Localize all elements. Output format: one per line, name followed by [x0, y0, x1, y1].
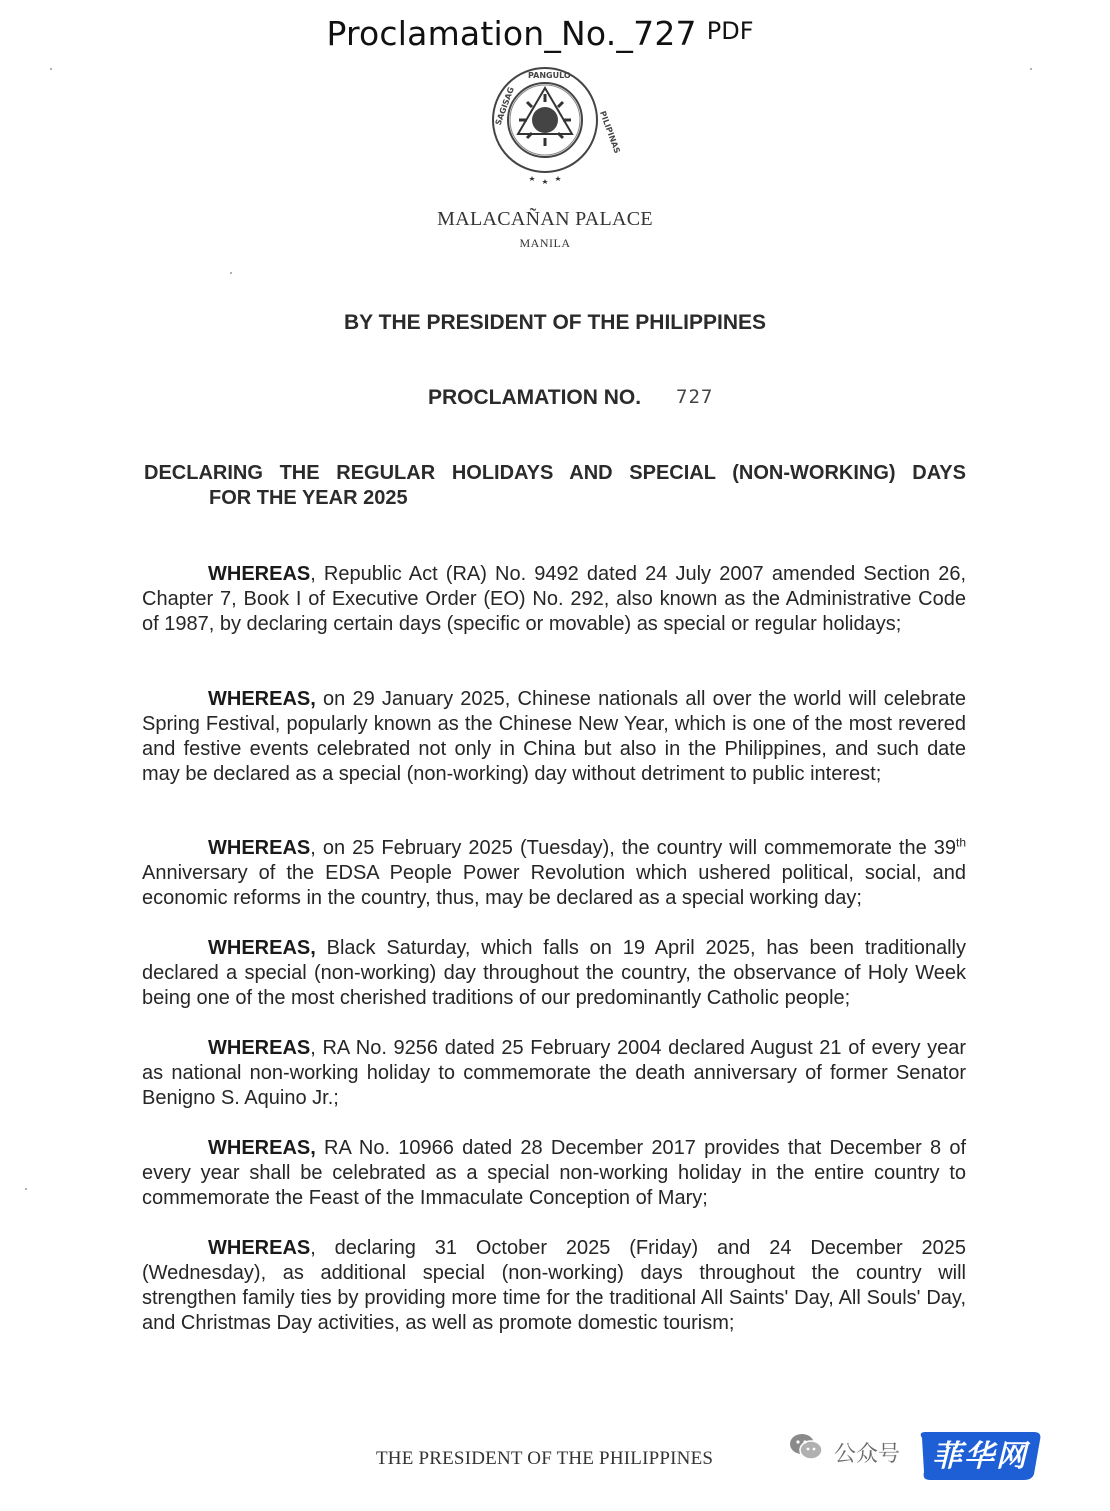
issuer-heading: BY THE PRESIDENT OF THE PHILIPPINES: [343, 311, 766, 334]
whereas-lead: WHEREAS,: [208, 1137, 316, 1159]
whereas-text: Republic Act (RA) No. 9492 dated 24 July 2007 amended Section 26, Chapter 7, Book I of Executive Order (EO) No. 292, also known as the Administrative Code of 1987, by declaring certain days (specific or movable) as special or regular holidays;: [142, 563, 966, 635]
whereas-lead: WHEREAS: [208, 837, 311, 859]
palace-name: MALACAÑAN PALACE: [437, 208, 653, 230]
whereas-text: Anniversary of the EDSA People Power Revolution which ushered political, social, and economic reforms in the country, thus, may be declared as a special working day;: [142, 862, 966, 909]
whereas-text: RA No. 10966 dated 28 December 2017 provides that December 8 of every year shall be celebrated as a special non-working holiday in the entire country to commemorate the Feast of the Immaculate Conception of Mary;: [142, 1137, 966, 1209]
watermark-account-text: 公众号: [834, 1442, 901, 1467]
whereas-clause: [142, 936, 966, 1011]
scan-speck: [50, 68, 52, 70]
page-footer: THE PRESIDENT OF THE PHILIPPINES: [376, 1448, 714, 1469]
ordinal-suffix: th: [955, 835, 966, 850]
proclamation-title-line1: DECLARING THE REGULAR HOLIDAYS AND SPECIAL (NON-WORKING) DAYS: [144, 462, 966, 484]
whereas-clause: WHEREAS, RA No. 9256 dated 25 February 2004 declared August 21 of every year as national non-working holiday to commemorate the death anniversary of former Senator Benigno S. Aquino Jr.;: [142, 1037, 966, 1109]
proclamation-label: PROCLAMATION NO.: [428, 386, 642, 409]
presidential-seal-icon: [482, 64, 622, 190]
svg-text:PILIPINAS: PILIPINAS: [598, 109, 622, 155]
whereas-lead: WHEREAS,: [208, 688, 316, 710]
whereas-clause: WHEREAS, on 25 February 2025 (Tuesday), the country will commemorate the 39th Anniversary of the EDSA People Power Revolution which ushered political, social, and economic reforms in the country, thus, may be declared as a special working day;: [142, 835, 966, 909]
watermark-badge-text: 菲华网: [932, 1439, 1028, 1474]
whereas-lead: WHEREAS: [208, 1037, 311, 1059]
whereas-clause: WHEREAS, Republic Act (RA) No. 9492 dated 24 July 2007 amended Section 26, Chapter 7, Book I of Executive Order (EO) No. 292, also known as the Administrative Code of 1987, by declaring certain days (specific or movable) as special or regular holidays;: [142, 563, 966, 635]
whereas-text: RA No. 9256 dated 25 February 2004 declared August 21 of every year as national non-working holiday to commemorate the death anniversary of former Senator Benigno S. Aquino Jr.;: [142, 1037, 966, 1109]
scan-speck: [1030, 68, 1032, 70]
whereas-clause: [142, 687, 966, 787]
whereas-lead: WHEREAS: [208, 1237, 311, 1259]
document-title: [0, 14, 1080, 53]
whereas-text: on 29 January 2025, Chinese nationals all over the world will celebrate Spring Festival, popularly known as the Chinese New Year, which is one of the most revered and festive events celebrated not only in China but also in the Philippines, and such date may be declared as a special (non-working) day without detriment to public interest;: [142, 688, 966, 785]
whereas-text: Black Saturday, which falls on 19 April 2025, has been traditionally declared a special (non-working) day throughout the country, the observance of Holy Week being one of the most cherished traditions of our predominantly Catholic people;: [142, 937, 966, 1009]
scan-speck: [230, 272, 232, 274]
proclamation-title-line2: FOR THE YEAR 2025: [209, 487, 408, 509]
svg-text:PANGULO: PANGULO: [528, 71, 571, 80]
scan-speck: [25, 1188, 27, 1190]
wechat-icon: [788, 1429, 824, 1465]
proclamation-number: 727: [676, 386, 714, 408]
svg-text:SAGISAG: SAGISAG: [493, 85, 516, 127]
whereas-text: on 25 February 2025 (Tuesday), the country will commemorate the 39: [315, 837, 956, 859]
whereas-lead: WHEREAS: [208, 563, 311, 585]
city-name: MANILA: [519, 236, 571, 250]
whereas-clause: WHEREAS, declaring 31 October 2025 (Friday) and 24 December 2025 (Wednesday), as additional special (non-working) days throughout the country will strengthen family ties by providing more time for the traditional All Saints' Day, All Souls' Day, and Christmas Day activities, as well as promote domestic tourism;: [142, 1237, 966, 1334]
file-type-label: PDF: [706, 17, 754, 45]
whereas-text: declaring 31 October 2025 (Friday) and 24 December 2025 (Wednesday), as additional special (non-working) days throughout the country will strengthen family ties by providing more time for the traditional All Saints' Day, All Souls' Day, and Christmas Day activities, as well as promote domestic tourism;: [142, 1237, 966, 1334]
whereas-clause: [142, 1136, 966, 1211]
file-name: Proclamation_No._727: [326, 14, 697, 53]
whereas-lead: WHEREAS,: [208, 937, 316, 959]
